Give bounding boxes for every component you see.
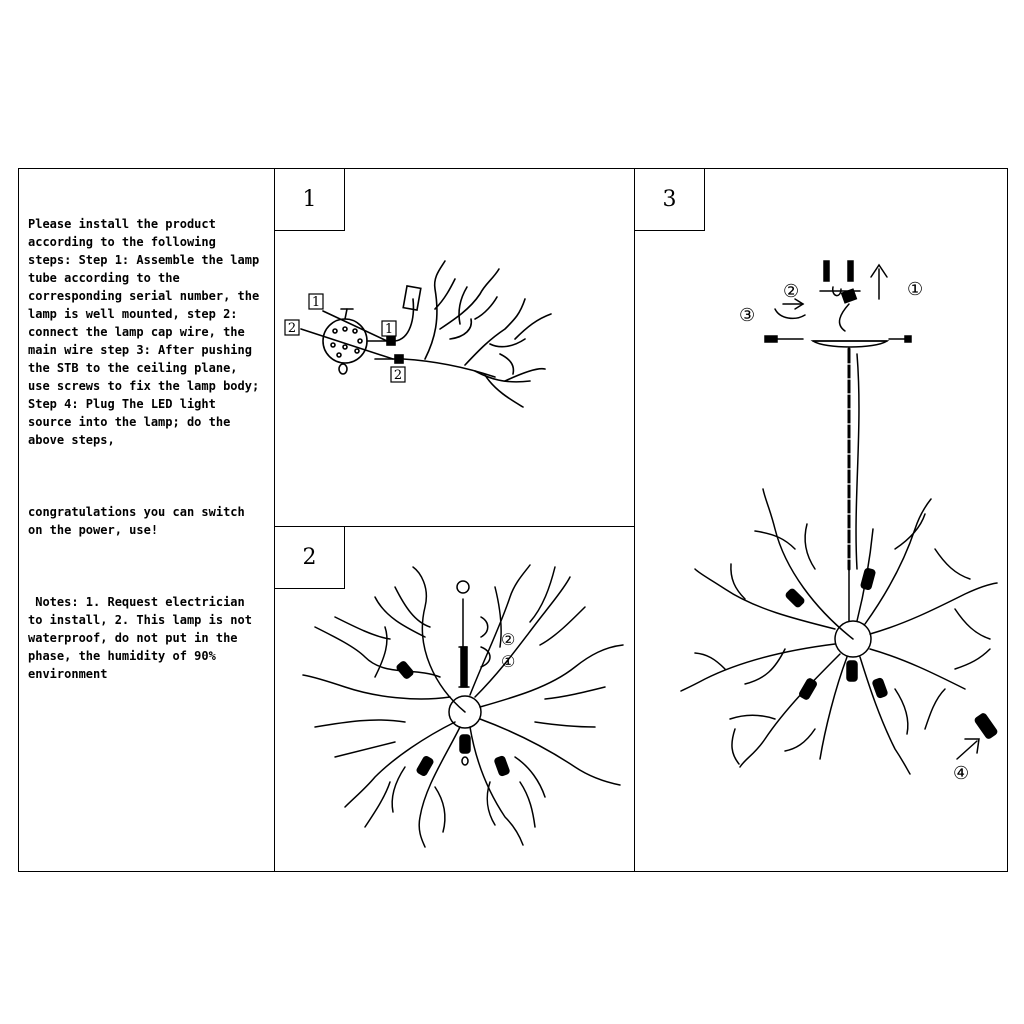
hub-ball xyxy=(323,319,367,363)
instructions-column xyxy=(19,169,275,871)
step-3-callout-4: ④ xyxy=(953,763,970,784)
step-3-number: 3 xyxy=(635,169,705,231)
step-2-callout-2: ② xyxy=(501,630,516,649)
middle-column xyxy=(275,169,635,871)
step-1-number: 1 xyxy=(275,169,345,231)
step-3-callout-3: ③ xyxy=(739,305,756,326)
step-3-callout-1: ① xyxy=(907,279,924,300)
step-3-panel xyxy=(635,169,1007,871)
callout-2-left: 2 xyxy=(287,321,297,336)
callout-2-right: 2 xyxy=(393,368,403,383)
step-2-diagram xyxy=(275,527,634,873)
step-2-callout-1: ① xyxy=(501,652,516,671)
installation-steps: Please install the product according to the following steps: Step 1: Assemble the lamp tube according to the corresponding serial number, the lamp is well mounted, step 2: connect the lamp cap wire, the main wire step 3: After pushing the STB to the ceiling plane, use screws to fix the lamp body; Step 4: Plug The LED light source into the lamp; do the above steps, xyxy=(28,217,267,447)
instruction-sheet xyxy=(18,168,1008,872)
step-2-number: 2 xyxy=(275,527,345,589)
step-3-diagram xyxy=(635,169,1007,873)
step-3-callout-2: ② xyxy=(783,281,800,302)
step-1-panel xyxy=(275,169,634,527)
callout-1-left: 1 xyxy=(311,295,321,310)
step-2-panel xyxy=(275,527,634,871)
safety-notes: Notes: 1. Request electrician to install, 2. This lamp is not waterproof, do not put in the phase, the humidity of 90% environment xyxy=(28,595,260,681)
right-column xyxy=(635,169,1007,871)
callout-1-right: 1 xyxy=(384,322,394,337)
step-1-diagram xyxy=(275,169,634,527)
instructions-text xyxy=(28,179,266,719)
congratulations-note: congratulations you can switch on the power, use! xyxy=(28,505,252,537)
